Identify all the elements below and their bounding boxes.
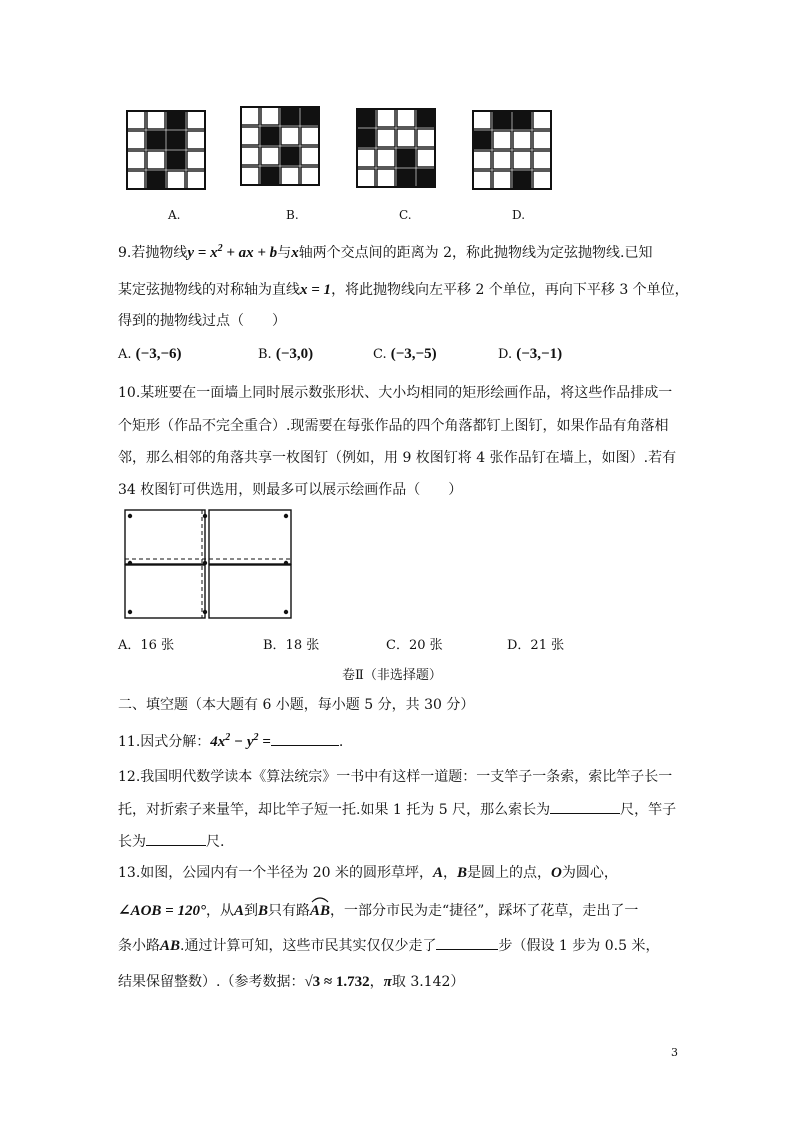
q13-to-b: B bbox=[257, 903, 268, 919]
grid-figure-c bbox=[356, 108, 436, 188]
q9-option-c-label: C. bbox=[373, 347, 387, 362]
grid-cell-empty bbox=[533, 131, 551, 149]
q11-eq-a: 4x bbox=[210, 734, 226, 750]
grid-cell-empty bbox=[301, 127, 319, 145]
q10-line-4: 34 枚图钉可供选用，则最多可以展示绘画作品（ ） bbox=[118, 482, 463, 498]
q13-line4a: 结果保留整数）.（参考数据： bbox=[118, 974, 305, 990]
grid-cell-empty bbox=[167, 171, 185, 189]
grid-cell-empty bbox=[127, 151, 145, 169]
q9-option-d-label: D. bbox=[498, 347, 513, 362]
q10-option-d: D．21 张 bbox=[507, 638, 565, 653]
grid-cell-empty bbox=[357, 169, 375, 187]
q9-option-d bbox=[498, 346, 562, 363]
q11-end: . bbox=[338, 734, 344, 750]
grid-cell-empty bbox=[377, 129, 395, 147]
section-heading: 二、填空题（本大题有 6 小题，每小题 5 分，共 30 分） bbox=[118, 697, 475, 713]
q9-line-3: 得到的抛物线过点（ ） bbox=[118, 313, 286, 329]
grid-cell-empty bbox=[187, 111, 205, 129]
grid-cell-empty bbox=[261, 107, 279, 125]
q13-line-3 bbox=[118, 935, 659, 956]
q10-line-1: 10.某班要在一面墙上同时展示数张形状、大小均相同的矩形绘画作品，将这些作品排成一 bbox=[118, 385, 673, 401]
q10-option-a: A．16 张 bbox=[118, 638, 175, 653]
q9-mid: 与 bbox=[277, 245, 292, 261]
q13-arc-ab bbox=[310, 901, 330, 921]
pin-dot bbox=[203, 514, 207, 518]
q9-option-c-value: (−3,−5) bbox=[390, 346, 437, 362]
grid-figure-d bbox=[472, 110, 552, 190]
grid-cell-empty bbox=[417, 129, 435, 147]
pin-dot bbox=[203, 561, 207, 565]
q9-prefix: 9.若抛物线 bbox=[118, 245, 188, 261]
grid-cell-empty bbox=[147, 111, 165, 129]
grid-cell-empty bbox=[493, 171, 511, 189]
q9-line2b: ，将此抛物线向左平移 2 个单位，再向下平移 3 个单位， bbox=[331, 282, 689, 298]
grid-cell-filled bbox=[513, 111, 531, 129]
grid-cell-filled bbox=[281, 147, 299, 165]
pin-dot bbox=[284, 610, 288, 614]
grid-cell-empty bbox=[533, 171, 551, 189]
grid-cell-empty bbox=[473, 151, 491, 169]
q11-sup1: 2 bbox=[225, 732, 231, 743]
grid-cell-empty bbox=[377, 109, 395, 127]
q10-line-2: 个矩形（作品不完全重合）.现需要在每张作品的四个角落都钉上图钉，如果作品有角落相 bbox=[118, 418, 669, 434]
q13-line2c: 只有路 bbox=[268, 903, 310, 919]
page-number: 3 bbox=[671, 1046, 678, 1059]
grid-cell-filled bbox=[261, 127, 279, 145]
artwork-bottom-left bbox=[125, 565, 205, 618]
grid-cell-filled bbox=[473, 131, 491, 149]
q13-line1a: 13.如图，公园内有一个半径为 20 米的圆形草坪， bbox=[118, 865, 433, 881]
q9-option-d-value: (−3,−1) bbox=[516, 346, 563, 362]
q9-option-a-value: (−3,−6) bbox=[135, 346, 182, 362]
grid-cell-filled bbox=[493, 111, 511, 129]
volume-title: 卷Ⅱ（非选择题） bbox=[342, 668, 442, 683]
q12-line2a: 托，对折索子来量竿，却比竿子短一托.如果 1 托为 5 尺，那么索长为 bbox=[118, 802, 551, 818]
grid-cell-empty bbox=[261, 147, 279, 165]
grid-cell-filled bbox=[357, 129, 375, 147]
q11-prefix: 11.因式分解： bbox=[118, 734, 211, 750]
grid-cell-empty bbox=[473, 171, 491, 189]
pin-dot bbox=[128, 514, 132, 518]
q13-point-a: A bbox=[432, 865, 443, 881]
q13-sep: ， bbox=[443, 865, 457, 881]
q9-equation bbox=[187, 245, 277, 261]
grid-figure-a bbox=[126, 110, 206, 190]
pin-dot bbox=[128, 561, 132, 565]
grid-cell-empty bbox=[147, 151, 165, 169]
grid-cell-empty bbox=[241, 107, 259, 125]
grid-cell-filled bbox=[147, 171, 165, 189]
q13-line3b: .通过计算可知，这些市民其实仅仅少走了 bbox=[180, 938, 437, 954]
grid-cell-filled bbox=[357, 109, 375, 127]
q12-line-3 bbox=[118, 831, 224, 852]
grid-cell-empty bbox=[377, 169, 395, 187]
artwork-top-left bbox=[125, 510, 205, 564]
q13-steps-blank[interactable] bbox=[436, 935, 498, 950]
grid-label-b: B. bbox=[286, 208, 299, 222]
q13-pi: π bbox=[383, 974, 392, 990]
grid-cell-empty bbox=[377, 149, 395, 167]
grid-cell-empty bbox=[513, 151, 531, 169]
q11-eq-c: = bbox=[258, 734, 271, 750]
grid-cell-filled bbox=[261, 167, 279, 185]
q9-line2a: 某定弦抛物线的对称轴为直线 bbox=[118, 282, 300, 298]
grid-cell-empty bbox=[241, 147, 259, 165]
grid-cell-empty bbox=[533, 151, 551, 169]
q9-eq-part: y = x bbox=[187, 245, 218, 261]
q12-line-1: 12.我国明代数学读本《算法统宗》一书中有这样一道题：一支竿子一条索，索比竿子长一 bbox=[118, 769, 673, 785]
grid-cell-empty bbox=[127, 111, 145, 129]
pin-dot bbox=[203, 610, 207, 614]
q11-answer-blank[interactable] bbox=[271, 731, 339, 746]
artwork-top-right bbox=[209, 510, 291, 564]
q11-expression bbox=[210, 734, 271, 750]
q12-line2b: 尺，竿子 bbox=[620, 802, 677, 818]
q13-line-1 bbox=[118, 863, 618, 883]
q9-line-1 bbox=[118, 243, 653, 263]
q12-line3b: 尺. bbox=[206, 834, 225, 850]
q10-option-c: C．20 张 bbox=[386, 638, 443, 653]
grid-cell-filled bbox=[417, 169, 435, 187]
grid-cell-empty bbox=[187, 171, 205, 189]
grid-cell-filled bbox=[281, 107, 299, 125]
q9-line-2 bbox=[118, 280, 689, 300]
q13-line-4 bbox=[118, 972, 464, 992]
q13-segment-ab: AB bbox=[160, 938, 181, 954]
grid-cell-filled bbox=[301, 107, 319, 125]
q9-x: x bbox=[291, 245, 299, 261]
grid-cell-empty bbox=[301, 147, 319, 165]
grid-cell-empty bbox=[241, 167, 259, 185]
grid-cell-filled bbox=[397, 149, 415, 167]
pin-dot bbox=[128, 610, 132, 614]
pinned-artworks-figure bbox=[122, 508, 296, 622]
grid-cell-empty bbox=[301, 167, 319, 185]
pin-dot bbox=[284, 514, 288, 518]
q9-option-b-value: (−3,0) bbox=[275, 346, 314, 362]
grid-cell-filled bbox=[147, 131, 165, 149]
q13-line-2 bbox=[118, 901, 638, 921]
q13-from-a: A bbox=[233, 903, 244, 919]
q12-rope-blank[interactable] bbox=[550, 799, 620, 814]
grid-cell-filled bbox=[513, 171, 531, 189]
arc-mark-icon bbox=[311, 896, 329, 903]
q13-point-o: O bbox=[551, 865, 562, 881]
q13-line3a: 条小路 bbox=[118, 938, 160, 954]
grid-cell-empty bbox=[241, 127, 259, 145]
q13-line2a: ，从 bbox=[205, 903, 234, 919]
grid-cell-empty bbox=[397, 129, 415, 147]
q11-eq-b: − y bbox=[230, 734, 254, 750]
q13-angle: ∠AOB = 120° bbox=[118, 903, 206, 919]
q13-line1c: 为圆心， bbox=[561, 865, 618, 881]
q9-axis-eq: x = 1 bbox=[300, 282, 332, 298]
grid-cell-empty bbox=[513, 131, 531, 149]
q9-eq-rest: + ax + b bbox=[222, 245, 278, 261]
grid-cell-empty bbox=[473, 111, 491, 129]
grid-cell-filled bbox=[167, 111, 185, 129]
grid-label-a: A. bbox=[168, 208, 181, 222]
pin-dot bbox=[284, 561, 288, 565]
grid-cell-empty bbox=[187, 151, 205, 169]
grid-cell-empty bbox=[533, 111, 551, 129]
q13-point-b: B bbox=[457, 865, 468, 881]
q12-line3a: 长为 bbox=[118, 834, 146, 850]
q9-option-b-label: B. bbox=[258, 347, 272, 362]
q9-suffix: 轴两个交点间的距离为 2，称此抛物线为定弦抛物线.已知 bbox=[298, 245, 653, 261]
q13-line2d: ，一部分市民为走“捷径”，踩坏了花草，走出了一 bbox=[330, 903, 639, 919]
q13-sqrt3: √3 ≈ 1.732 bbox=[304, 974, 370, 990]
grid-cell-filled bbox=[397, 169, 415, 187]
q13-line3c: 步（假设 1 步为 0.5 米， bbox=[498, 938, 660, 954]
grid-cell-empty bbox=[493, 151, 511, 169]
q12-line-2 bbox=[118, 799, 676, 820]
q11-line bbox=[118, 731, 343, 752]
grid-cell-empty bbox=[281, 127, 299, 145]
q9-eq-sup: 2 bbox=[217, 243, 223, 254]
q9-option-c bbox=[373, 346, 437, 363]
q13-line4c: 取 3.142） bbox=[391, 974, 465, 990]
grid-cell-empty bbox=[417, 149, 435, 167]
q13-line4b: ， bbox=[369, 974, 384, 990]
grid-label-d: D. bbox=[512, 208, 526, 222]
grid-cell-filled bbox=[167, 151, 185, 169]
grid-cell-empty bbox=[397, 109, 415, 127]
q10-line-3: 邻，那么相邻的角落共享一枚图钉（例如，用 9 枚图钉将 4 张作品钉在墙上，如图）.若有 bbox=[118, 450, 677, 466]
q11-sup2: 2 bbox=[253, 732, 259, 743]
q12-pole-blank[interactable] bbox=[146, 831, 206, 846]
grid-figure-b bbox=[240, 106, 320, 186]
q13-arc-label: AB bbox=[310, 903, 331, 919]
q13-line1b: 是圆上的点， bbox=[467, 865, 552, 881]
artwork-bottom-right bbox=[209, 565, 291, 618]
grid-cell-empty bbox=[281, 167, 299, 185]
q9-option-a bbox=[118, 346, 182, 363]
grid-cell-empty bbox=[127, 171, 145, 189]
grid-cell-empty bbox=[357, 149, 375, 167]
q10-option-b: B．18 张 bbox=[263, 638, 320, 653]
q9-option-a-label: A. bbox=[118, 347, 132, 362]
q13-line2b: 到 bbox=[243, 903, 258, 919]
grid-cell-empty bbox=[493, 131, 511, 149]
grid-cell-empty bbox=[187, 131, 205, 149]
grid-cell-filled bbox=[417, 109, 435, 127]
grid-cell-empty bbox=[127, 131, 145, 149]
grid-cell-filled bbox=[167, 131, 185, 149]
q9-option-b bbox=[258, 346, 313, 363]
grid-label-c: C. bbox=[399, 208, 412, 222]
